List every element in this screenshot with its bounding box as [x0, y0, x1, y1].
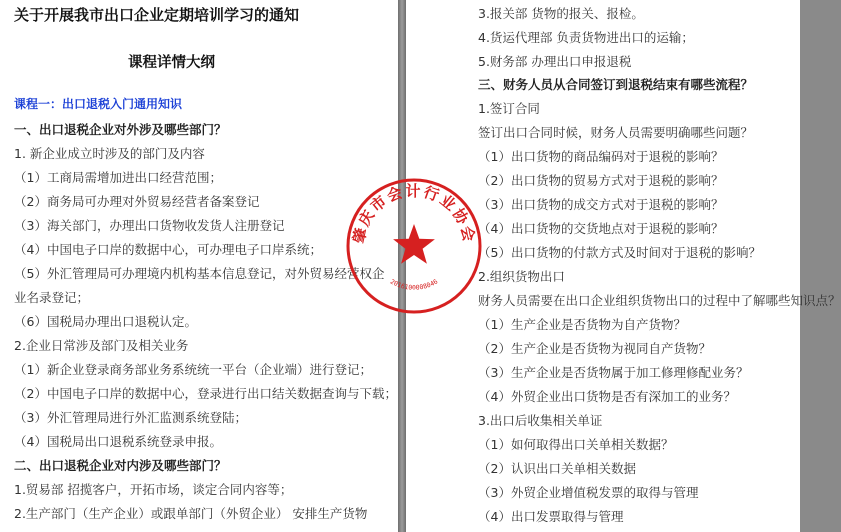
text-line: 2.生产部门（生产企业）或跟单部门（外贸企业） 安排生产货物 — [14, 506, 368, 521]
course-title: 课程一：出口退税入门通用知识 — [14, 97, 183, 111]
section-heading: 一、出口退税企业对外涉及哪些部门？ — [14, 122, 227, 137]
text-line: （1）生产企业是否货物为自产货物？ — [478, 317, 686, 332]
text-line: （1）工商局需增加进出口经营范围； — [14, 170, 222, 185]
text-line: （1）如何取得出口关单相关数据？ — [478, 437, 674, 452]
outline-title: 课程详情大纲 — [128, 54, 215, 71]
text-line: （3）外汇管理局进行外汇监测系统登陆； — [14, 410, 247, 425]
text-line: （2）出口货物的贸易方式对于退税的影响？ — [478, 173, 724, 188]
text-line: 5.财务部 办理出口申报退税 — [478, 54, 632, 69]
text-line: （2）商务局可办理对外贸易经营者备案登记 — [14, 194, 260, 209]
document-title: 关于开展我市出口企业定期培训学习的通知 — [14, 6, 300, 24]
page-gutter — [398, 0, 406, 532]
text-line: （3）外贸企业增值税发票的取得与管理 — [478, 485, 699, 500]
text-line: 2.组织货物出口 — [478, 269, 565, 284]
text-line: 财务人员需要在出口企业组织货物出口的过程中了解哪些知识点？ — [478, 293, 841, 308]
text-line: （4）国税局出口退税系统登录申报。 — [14, 434, 222, 449]
text-line: （1）新企业登录商务部业务系统统一平台（企业端）进行登记； — [14, 362, 372, 377]
text-line: 3.报关部 货物的报关、报检。 — [478, 6, 644, 21]
text-line: （5）出口货物的付款方式及时间对于退税的影响？ — [478, 245, 761, 260]
text-line: （4）出口发票取得与管理 — [478, 509, 624, 524]
text-line: （3）海关部门，办理出口货物收发货人注册登记 — [14, 218, 285, 233]
text-line: 签订出口合同时候，财务人员需要明确哪些问题？ — [478, 125, 754, 140]
text-line: （3）出口货物的成交方式对于退税的影响？ — [478, 197, 724, 212]
left-page — [0, 0, 398, 532]
text-line: （2）认识出口关单相关数据 — [478, 461, 636, 476]
text-line: （3）生产企业是否货物属于加工修理修配业务？ — [478, 365, 749, 380]
text-line: 3.出口后收集相关单证 — [478, 413, 603, 428]
right-page — [406, 0, 841, 532]
text-line: （4）中国电子口岸的数据中心，可办理电子口岸系统； — [14, 242, 322, 257]
text-line: 业名录登记； — [14, 290, 90, 305]
text-line: 4.货运代理部 负责货物进出口的运输； — [478, 30, 694, 45]
section-heading: 二、出口退税企业对内涉及哪些部门？ — [14, 458, 227, 473]
text-line: （4）出口货物的交货地点对于退税的影响？ — [478, 221, 724, 236]
text-line: （6）国税局办理出口退税认定。 — [14, 314, 197, 329]
text-line: 1.签订合同 — [478, 101, 540, 116]
text-line: （2）生产企业是否货物为视同自产货物？ — [478, 341, 711, 356]
text-line: （4）外贸企业出口货物是否有深加工的业务？ — [478, 389, 736, 404]
text-line: （5）外汇管理局可办理境内机构基本信息登记，对外贸易经营权企 — [14, 266, 385, 281]
seal-text: 肇庆市会计行业协会 — [349, 181, 479, 245]
text-line: 1.贸易部 招揽客户，开拓市场，谈定合同内容等； — [14, 482, 293, 497]
text-line: （2）中国电子口岸的数据中心，登录进行出口结关数据查询与下载； — [14, 386, 397, 401]
text-line: （1）出口货物的商品编码对于退税的影响？ — [478, 149, 724, 164]
section-heading: 三、财务人员从合同签订到退税结束有哪些流程？ — [478, 77, 754, 92]
text-line: 1. 新企业成立时涉及的部门及内容 — [14, 146, 205, 161]
text-line: 2.企业日常涉及部门及相关业务 — [14, 338, 189, 353]
seal-number: 2016100008046 — [388, 277, 440, 292]
